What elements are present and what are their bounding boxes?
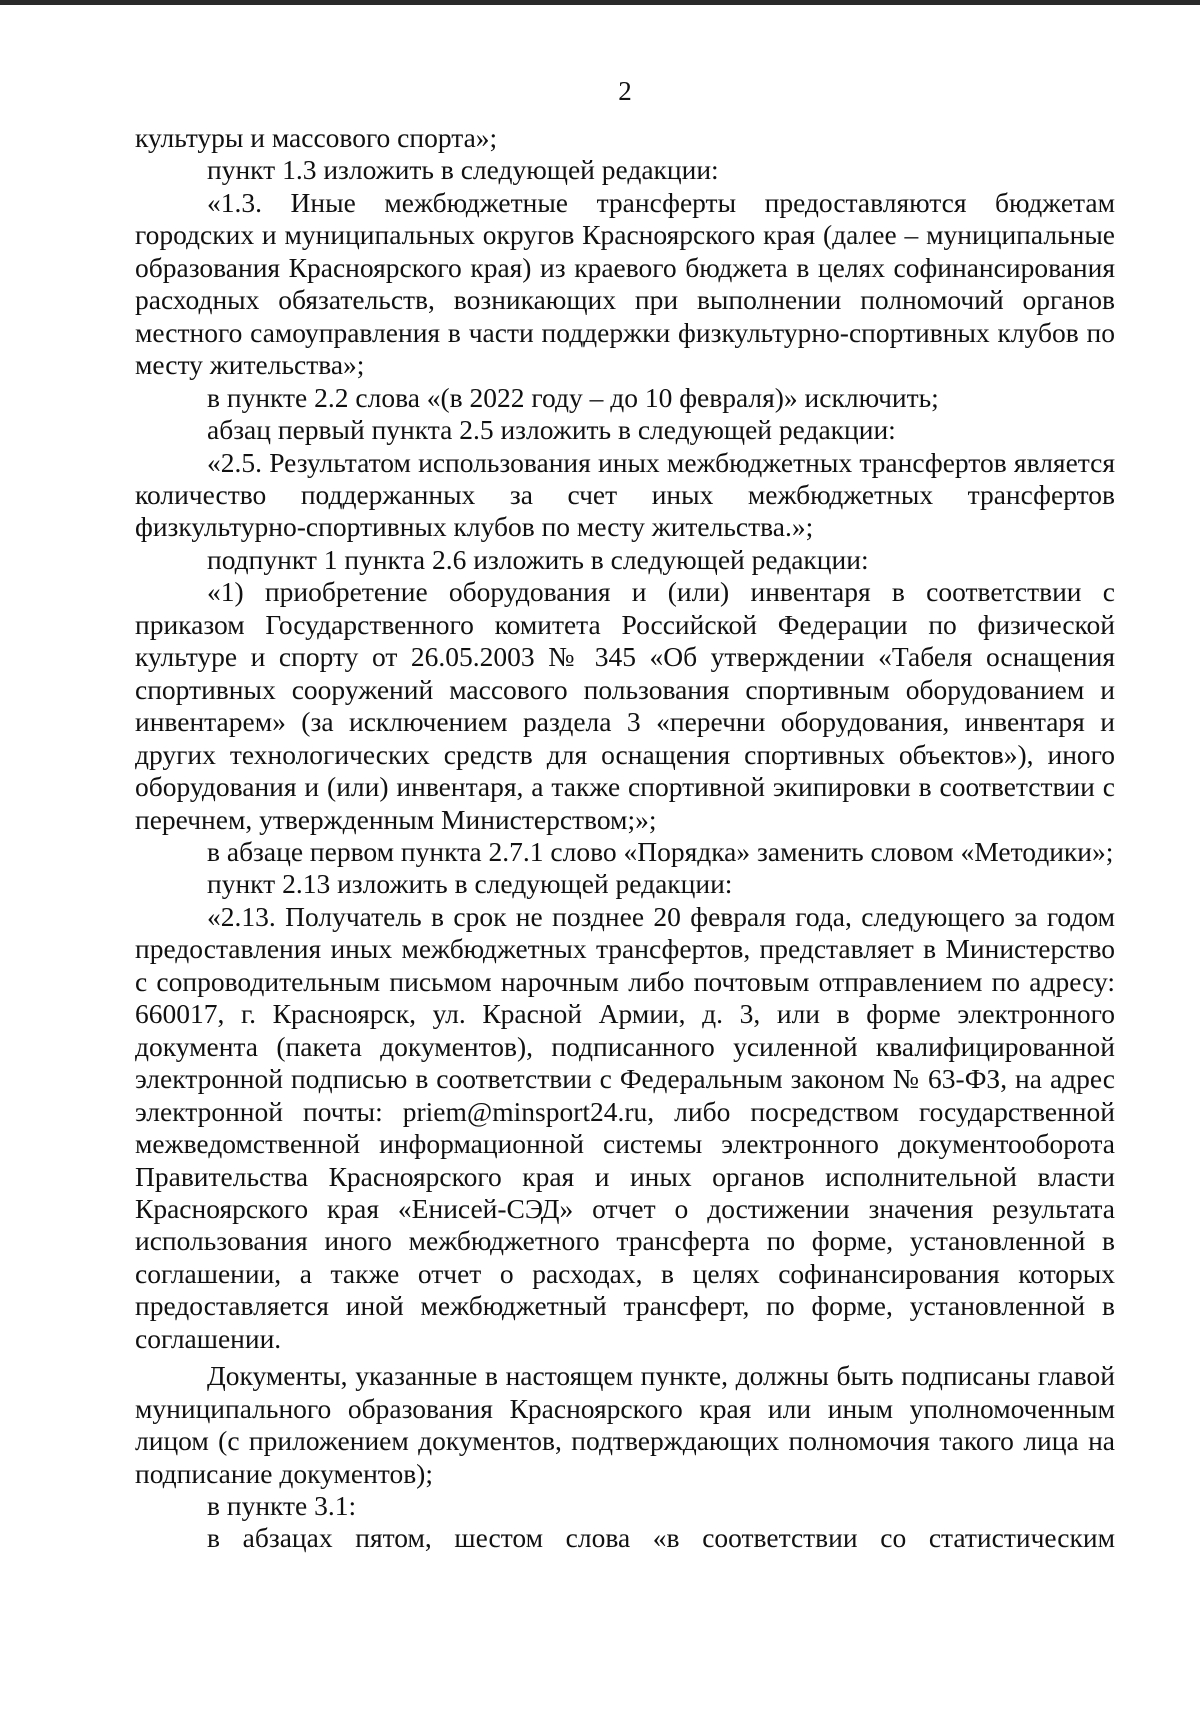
document-paragraph: в пункте 3.1: bbox=[207, 1490, 357, 1522]
document-paragraph: в пункте 2.2 слова «(в 2022 году – до 10 февраля)» исключить; bbox=[207, 381, 939, 413]
document-paragraph: культуры и массового спорта»; bbox=[135, 122, 498, 153]
page-number: 2 bbox=[618, 76, 632, 106]
document-paragraph: Документы, указанные в настоящем пункте, должны быть подписаны главой муниципального образования Красноярского края или иным уполномоченным лицом (с приложением документов, подтверждающих полномочия такого лица на подписание документов); bbox=[135, 1360, 1115, 1489]
document-body bbox=[135, 122, 1115, 1555]
document-paragraph: в абзаце первом пункта 2.7.1 слово «Порядка» заменить словом «Методики»; bbox=[207, 835, 1114, 867]
document-paragraph: в абзацах пятом, шестом слова «в соответствии со статистическим bbox=[207, 1522, 1115, 1554]
scan-top-edge bbox=[0, 0, 1200, 5]
document-paragraph: пункт 2.13 изложить в следующей редакции: bbox=[207, 868, 733, 900]
document-paragraph: «2.13. Получатель в срок не позднее 20 февраля года, следующего за годом предоставления иных межбюджетных трансфертов, представляет в Министерство с сопроводительным письмом нарочным либо почтовым отправлением по адресу: 660017, г. Красноярск, ул. Красной Армии, д. 3, или в форме электронного документа (пакета документов), подписанного усиленной квалифицированной электронной подписью в соответствии с Федеральным законом № 63-ФЗ, на адрес электронной почты: priem@minsport24.ru, либо посредством государственной межведомственной информационной системы электронного документооборота Правительства Красноярского края и иных органов исполнительной власти Красноярского края «Енисей-СЭД» отчет о достижении значения результата использования иного межбюджетного трансферта по форме, установленной в соглашении, а также отчет о расходах, в целях софинансирования которых предоставляется иной межбюджетный трансферт, по форме, установленной в соглашении. bbox=[135, 900, 1115, 1354]
document-paragraph: «1) приобретение оборудования и (или) инвентаря в соответствии с приказом Государственного комитета Российской Федерации по физической культуре и спорту от 26.05.2003 № 345 «Об утверждении «Табеля оснащения спортивных сооружений массового пользования спортивным оборудованием и инвентарем» (за исключением раздела 3 «перечни оборудования, инвентаря и других технологических средств для оснащения спортивных объектов»), иного оборудования и (или) инвентаря, а также спортивной экипировки в соответствии с перечнем, утвержденным Министерством;»; bbox=[135, 576, 1115, 835]
document-paragraph: подпункт 1 пункта 2.6 изложить в следующей редакции: bbox=[207, 543, 869, 575]
document-paragraph: «1.3. Иные межбюджетные трансферты предоставляются бюджетам городских и муниципальных округов Красноярского края (далее – муниципальные образования Красноярского края) из краевого бюджета в целях софинансирования расходных обязательств, возникающих при выполнении полномочий органов местного самоуправления в части поддержки физкультурно-спортивных клубов по месту жительства»; bbox=[135, 186, 1115, 381]
document-paragraph: «2.5. Результатом использования иных межбюджетных трансфертов является количество поддержанных за счет иных межбюджетных трансфертов физкультурно-спортивных клубов по месту жительства.»; bbox=[135, 446, 1115, 543]
document-paragraph: пункт 1.3 изложить в следующей редакции: bbox=[207, 154, 719, 186]
document-paragraph: абзац первый пункта 2.5 изложить в следующей редакции: bbox=[207, 414, 896, 446]
